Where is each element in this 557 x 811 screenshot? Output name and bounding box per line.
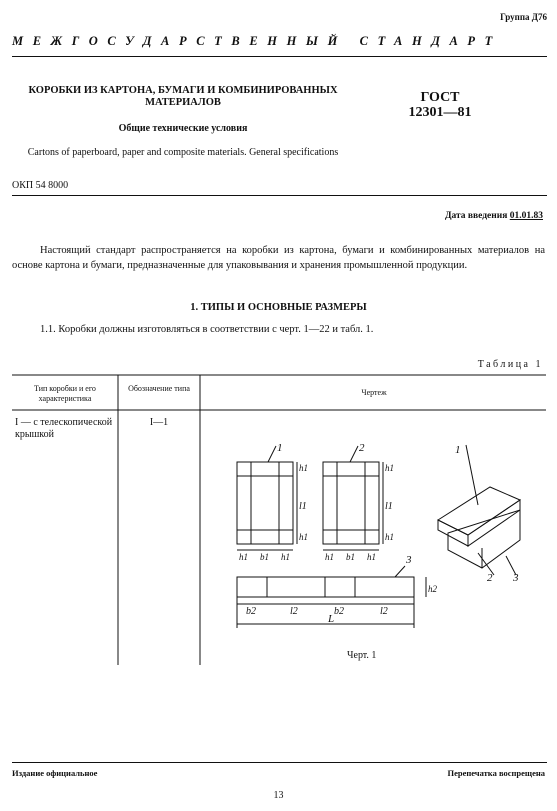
document-subtitle-ru: Общие технические условия — [118, 123, 248, 134]
clause-1-1: 1.1. Коробки должны изготовляться в соответствии с черт. 1—22 и табл. 1. — [40, 324, 374, 335]
section-title: 1. ТИПЫ И ОСНОВНЫЕ РАЗМЕРЫ — [190, 302, 367, 313]
label-h1-b: h1 — [299, 532, 308, 542]
label-part-2: 2 — [359, 442, 365, 454]
label-box-2: 2 — [487, 572, 493, 584]
lid-bottom-flap — [251, 530, 279, 544]
gost-number: 12301—81 — [408, 105, 472, 120]
label-b1-b: b1 — [346, 552, 355, 562]
table-cell-type: I — с телескопической крышкой — [15, 417, 113, 440]
label-box-3: 3 — [513, 572, 519, 584]
label-l1-a: l1 — [299, 501, 307, 512]
table-header-designation: Обозначение типа — [128, 384, 190, 393]
footer-reprint-notice: Перепечатка воспрещена — [447, 768, 545, 778]
document-title-en: Cartons of paperboard, paper and composite materials. General specifications — [27, 147, 339, 158]
figure-caption: Черт. 1 — [347, 650, 377, 661]
label-part-1: 1 — [277, 442, 283, 454]
label-b1-a: b1 — [260, 552, 269, 562]
label-b2-b: b2 — [334, 606, 344, 617]
label-L: L — [328, 613, 335, 625]
group-code: Группа Д76 — [500, 12, 547, 22]
label-h1-f: h1 — [281, 552, 290, 562]
label-h1-c: h1 — [385, 463, 394, 473]
label-l1-b: l1 — [385, 501, 393, 512]
label-box-1: 1 — [455, 444, 461, 456]
effective-date-label: Дата введения — [444, 211, 508, 221]
intro-paragraph: Настоящий стандарт распространяется на коробки из картона, бумаги и комбинированных материалов на основе картона и бумаги, предназначенные для упаковывания и хранения промышленной продукции. — [12, 245, 545, 271]
lid-top-flap — [251, 462, 279, 476]
okp-code: ОКП 54 8000 — [12, 180, 69, 191]
label-h1-a: h1 — [299, 463, 308, 473]
table-caption: Таблица 1 — [477, 359, 543, 370]
table-header-drawing: Чертеж — [361, 388, 387, 397]
base-body-outline — [323, 462, 379, 544]
gost-label: ГОСТ — [420, 90, 460, 105]
label-h2: h2 — [428, 584, 437, 594]
lid-body-outline — [237, 462, 293, 544]
label-h1-d: h1 — [385, 532, 394, 542]
label-b2-a: b2 — [246, 606, 256, 617]
label-h1-h: h1 — [367, 552, 376, 562]
label-h1-e: h1 — [239, 552, 248, 562]
document-title-ru: КОРОБКИ ИЗ КАРТОНА, БУМАГИ И КОМБИНИРОВАННЫХ МАТЕРИАЛОВ — [28, 85, 338, 108]
standard-header: МЕЖГОСУДАРСТВЕННЫЙ СТАНДАРТ — [12, 34, 502, 48]
label-part-3: 3 — [406, 554, 412, 566]
footer-official-edition: Издание официальное — [12, 768, 98, 778]
label-h1-g: h1 — [325, 552, 334, 562]
effective-date-value: 01.01.83 — [509, 211, 543, 221]
label-l2-a: l2 — [290, 606, 298, 617]
table-header-type: Тип коробки и его характеристика — [34, 384, 96, 403]
table-cell-designation: I—1 — [149, 417, 169, 428]
label-l2-b: l2 — [380, 606, 388, 617]
footer-rule — [12, 762, 547, 763]
page-number: 13 — [273, 790, 284, 801]
